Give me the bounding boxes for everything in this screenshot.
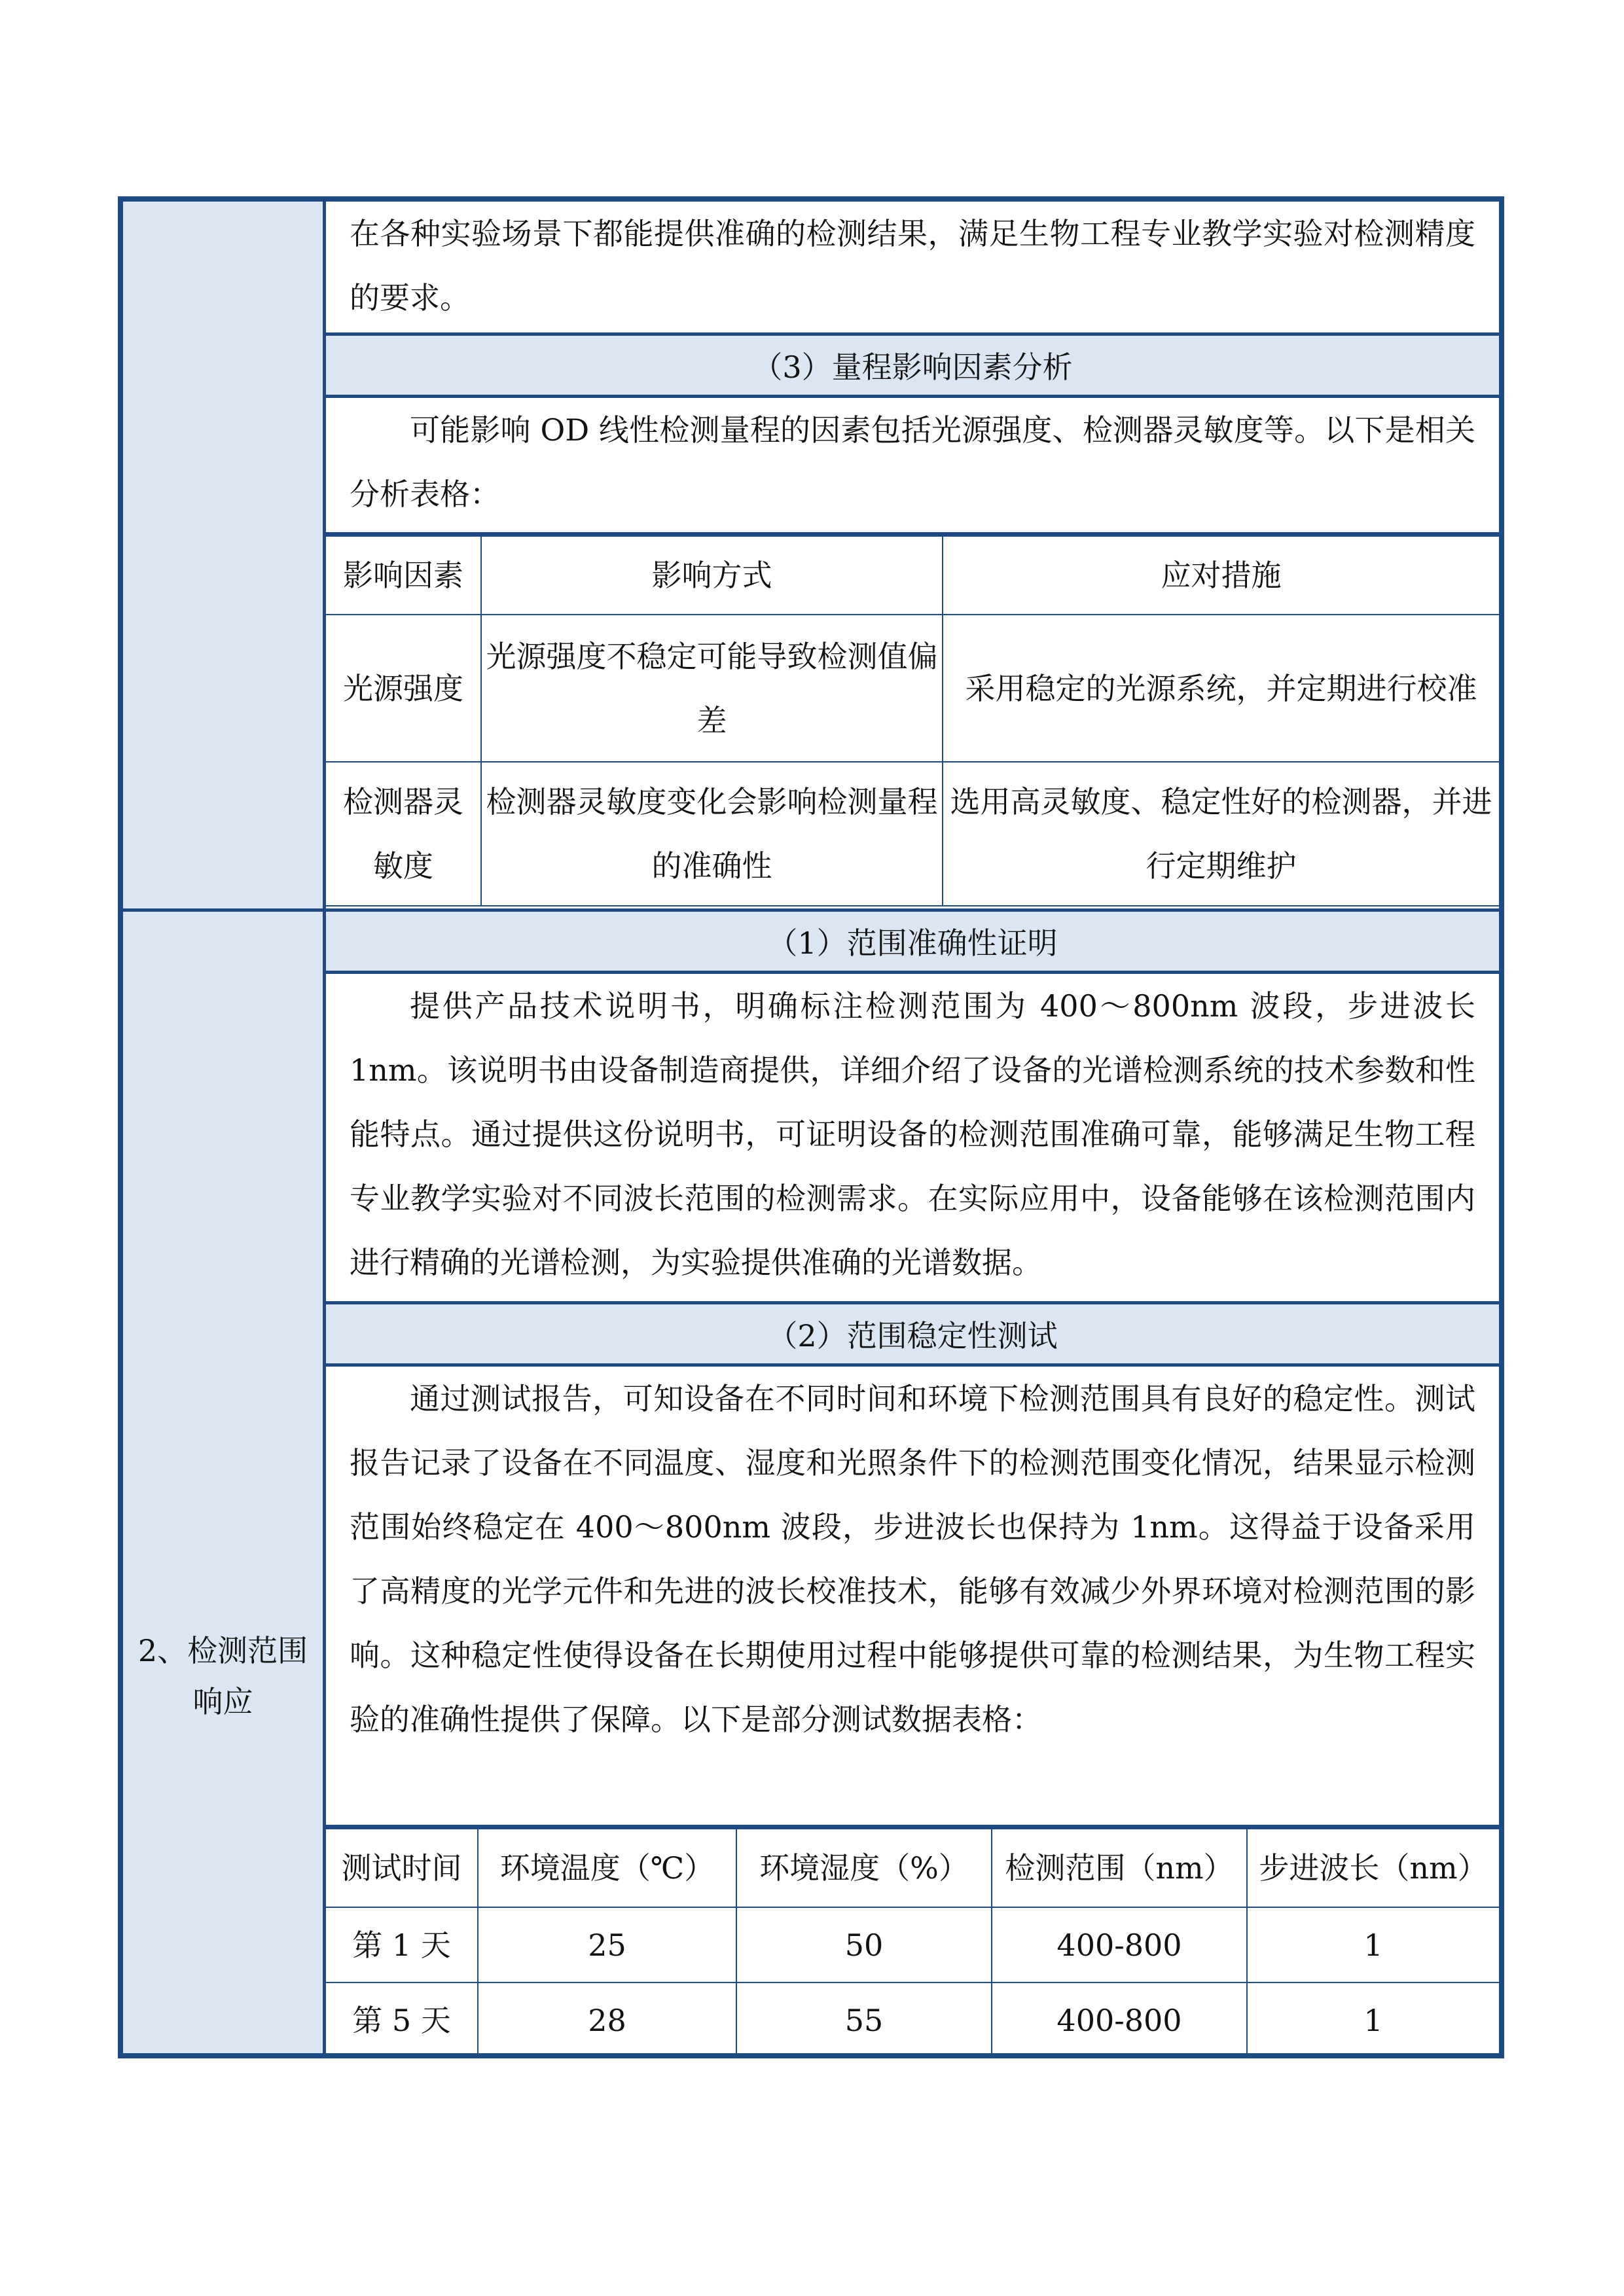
table-cell: 第 1 天: [326, 1907, 478, 1982]
accuracy-paragraph: 提供产品技术说明书，明确标注检测范围为 400～800nm 波段，步进波长 1nm。该说明书由设备制造商提供，详细介绍了设备的光谱检测系统的技术参数和性能特点。通过提供这份说明书，可证明设备的检测范围准确可靠，能够满足生物工程专业教学实验对不同波长范围的检测需求。在实际应用中，设备能够在该检测范围内进行精确的光谱检测，为实验提供准确的光谱数据。: [350, 988, 1475, 1280]
header-cell: 检测范围（nm）: [992, 1829, 1247, 1907]
table-row: [326, 1907, 1499, 1982]
header-cell: 步进波长（nm）: [1247, 1829, 1499, 1907]
test-table-wrapper: [326, 1825, 1499, 2054]
factor-table-wrapper: [326, 532, 1499, 908]
table-cell: 光源强度: [326, 615, 481, 762]
table-cell: 选用高灵敏度、稳定性好的检测器，并进行定期维护: [943, 762, 1499, 906]
continuation-paragraph: 在各种实验场景下都能提供准确的检测结果，满足生物工程专业教学实验对检测精度的要求。: [350, 216, 1475, 315]
table-cell: 光源强度不稳定可能导致检测值偏差: [481, 615, 943, 762]
table-cell: 400-800: [992, 1982, 1247, 2058]
header-cell: 应对措施: [943, 536, 1499, 615]
main-table: [118, 196, 1504, 2058]
row-label-detection-range: 2、检测范围响应: [137, 1633, 308, 1719]
table-cell: 检测器灵敏度变化会影响检测量程的准确性: [481, 762, 943, 906]
factors-intro-paragraph: 可能影响 OD 线性检测量程的因素包括光源强度、检测器灵敏度等。以下是相关分析表格：: [350, 412, 1475, 512]
content-column: [326, 202, 1499, 2053]
table-header-row: [326, 536, 1499, 615]
left-column: [123, 202, 326, 2053]
table-cell: 55: [736, 1982, 992, 2058]
factor-table: [326, 535, 1499, 906]
header-cell: 影响因素: [326, 536, 481, 615]
table-cell: 25: [478, 1907, 736, 1982]
header-cell: 测试时间: [326, 1829, 478, 1907]
table-cell: 1: [1247, 1907, 1499, 1982]
table-cell: 400-800: [992, 1907, 1247, 1982]
table-cell: 检测器灵敏度: [326, 762, 481, 906]
table-header-row: [326, 1829, 1499, 1907]
subheading-range-stability: （2）范围稳定性测试: [326, 1301, 1499, 1367]
table-cell: 50: [736, 1907, 992, 1982]
row-divider: [123, 908, 326, 912]
subheading-range-factors: （3）量程影响因素分析: [326, 332, 1499, 398]
table-row: [326, 1982, 1499, 2058]
header-cell: 环境湿度（%）: [736, 1829, 992, 1907]
test-data-table: [326, 1828, 1499, 2058]
table-row: [326, 615, 1499, 762]
subheading-range-accuracy: （1）范围准确性证明: [326, 908, 1499, 974]
table-row: [326, 762, 1499, 906]
header-cell: 环境温度（℃）: [478, 1829, 736, 1907]
table-cell: 采用稳定的光源系统，并定期进行校准: [943, 615, 1499, 762]
table-cell: 1: [1247, 1982, 1499, 2058]
table-cell: 第 5 天: [326, 1982, 478, 2058]
table-cell: 28: [478, 1982, 736, 2058]
header-cell: 影响方式: [481, 536, 943, 615]
stability-paragraph: 通过测试报告，可知设备在不同时间和环境下检测范围具有良好的稳定性。测试报告记录了设备在不同温度、湿度和光照条件下的检测范围变化情况，结果显示检测范围始终稳定在 400～800nm 波段，步进波长也保持为 1nm。这得益于设备采用了高精度的光学元件和先进的波长校准技术，能够有效减少外界环境对检测范围的影响。这种稳定性使得设备在长期使用过程中能够提供可靠的检测结果，为生物工程实验的准确性提供了保障。以下是部分测试数据表格：: [350, 1381, 1475, 1737]
